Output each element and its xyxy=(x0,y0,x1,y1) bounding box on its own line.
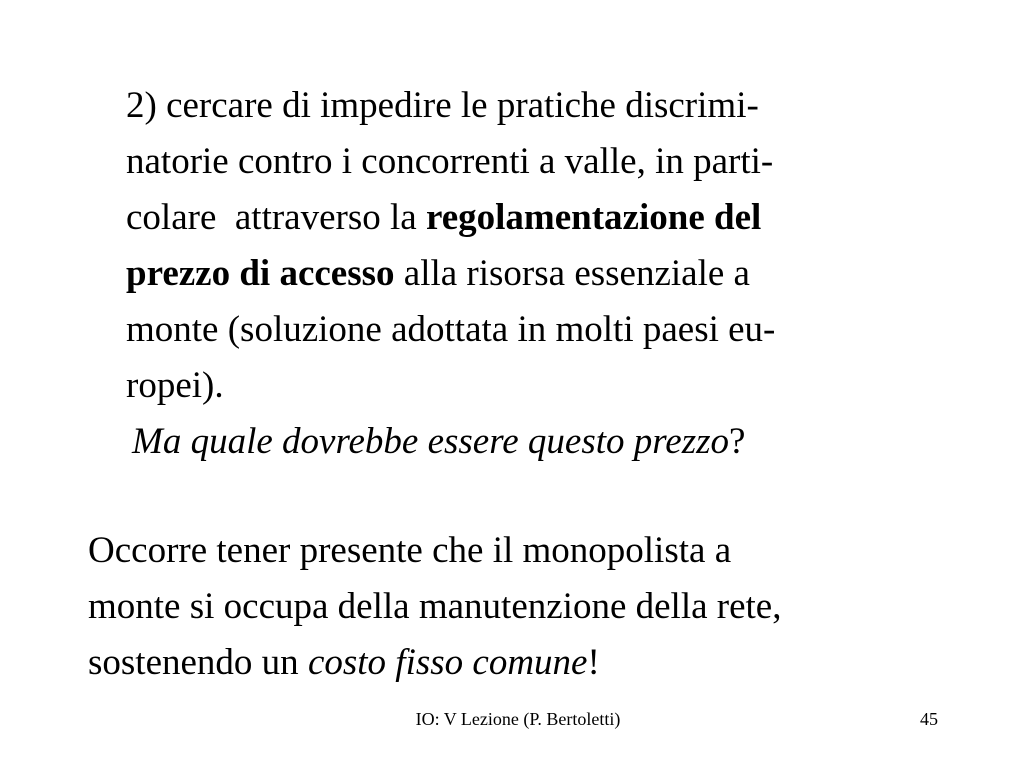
italic-term: costo fisso comune xyxy=(307,642,588,683)
page-number: 45 xyxy=(920,709,938,729)
paragraph-line: monte si occupa della manutenzione della rete, xyxy=(88,586,782,627)
paragraph-text: colare attraverso la xyxy=(126,197,426,238)
paragraph-line: ropei). xyxy=(126,365,224,406)
paragraph-line: 2) cercare di impedire le pratiche discrimi- xyxy=(126,85,759,126)
paragraph-text: sostenendo un xyxy=(88,642,308,683)
emphasis-text: regolamentazione del xyxy=(425,197,762,238)
question-line xyxy=(132,414,745,470)
paragraph-line: Occorre tener presente che il monopolista a xyxy=(88,530,732,571)
paragraph-text: ! xyxy=(587,642,600,683)
question-text: Ma quale dovrebbe essere questo prezzo xyxy=(132,421,730,462)
paragraph-text: alla risorsa essenziale a xyxy=(394,253,750,294)
question-mark: ? xyxy=(729,421,746,462)
paragraph-line: natorie contro i concorrenti a valle, in parti- xyxy=(126,141,774,182)
paragraph-line xyxy=(126,246,946,302)
note-paragraph xyxy=(88,523,988,691)
footer-title: IO: V Lezione (P. Bertoletti) xyxy=(415,709,621,729)
emphasis-text: prezzo di accesso xyxy=(126,253,395,294)
paragraph-line: monte (soluzione adottata in molti paesi eu- xyxy=(126,309,776,350)
paragraph-line xyxy=(88,635,988,691)
point-2-paragraph xyxy=(126,78,946,414)
paragraph-line xyxy=(126,190,946,246)
